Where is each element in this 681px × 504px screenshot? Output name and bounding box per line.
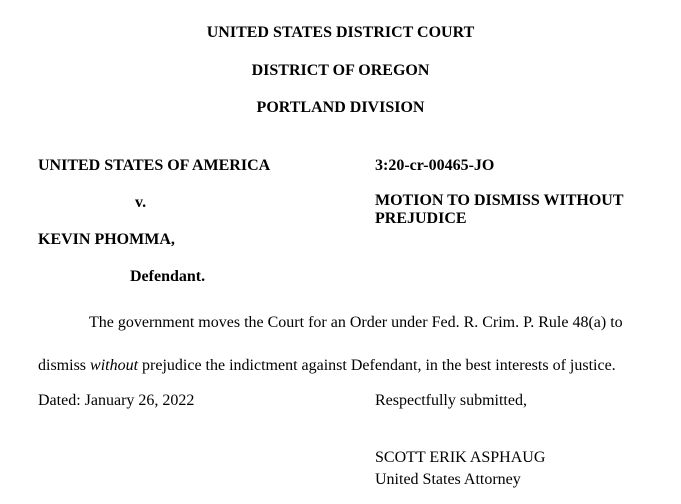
defendant-name: KEVIN PHOMMA, xyxy=(38,231,175,248)
case-number: 3:20-cr-00465-JO xyxy=(375,157,495,174)
respectfully-submitted-line: Respectfully submitted, xyxy=(375,392,527,409)
district-heading: DISTRICT OF OREGON xyxy=(251,62,430,79)
body-text-before-italic: The government moves the Court for an Order under Fed. R. Crim. P. Rule 48(a) to dismiss xyxy=(38,314,623,374)
motion-body-paragraph xyxy=(38,301,650,387)
signature-block xyxy=(375,447,545,491)
body-text-after-italic: prejudice the indictment against Defendant, in the best interests of justice. xyxy=(138,357,616,374)
signer-title: United States Attorney xyxy=(375,471,521,488)
body-italic-word: without xyxy=(90,357,139,374)
court-name-heading: UNITED STATES DISTRICT COURT xyxy=(206,24,475,41)
versus-abbreviation: v. xyxy=(135,194,147,211)
defendant-label: Defendant. xyxy=(130,268,206,285)
dated-line: Dated: January 26, 2022 xyxy=(38,392,195,409)
plaintiff-name: UNITED STATES OF AMERICA xyxy=(38,157,271,174)
division-heading: PORTLAND DIVISION xyxy=(256,99,425,116)
motion-title: MOTION TO DISMISS WITHOUT PREJUDICE xyxy=(375,192,624,228)
signer-name: SCOTT ERIK ASPHAUG xyxy=(375,449,546,466)
